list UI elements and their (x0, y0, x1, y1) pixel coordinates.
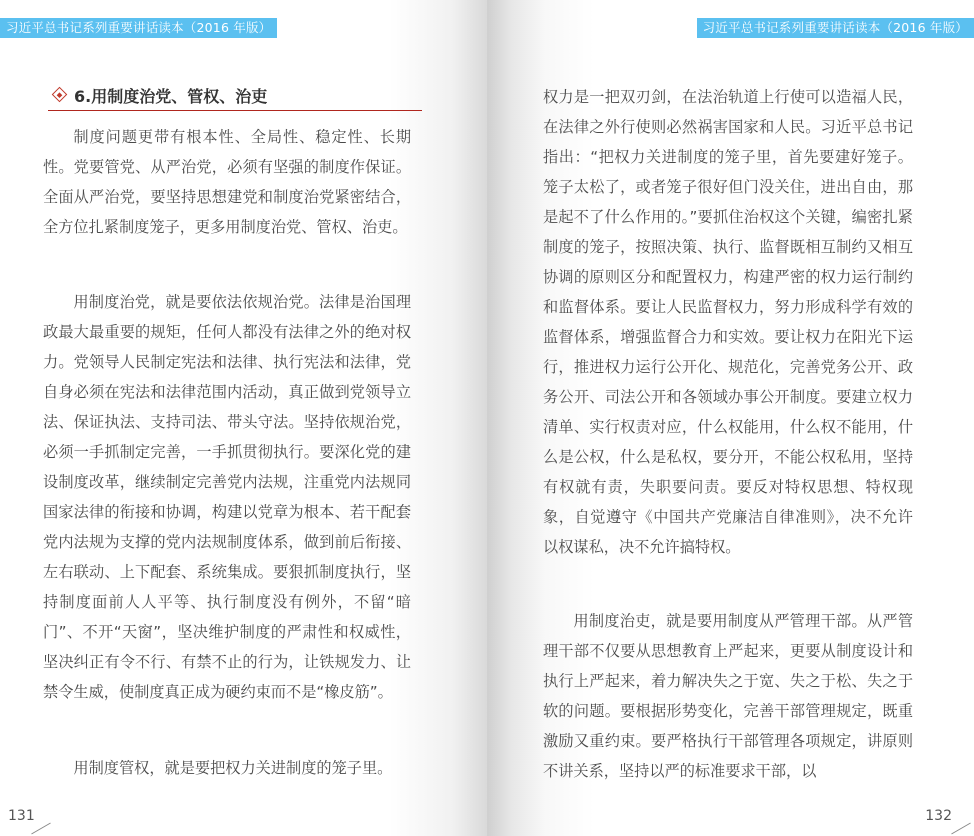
page-corner-line (31, 823, 51, 835)
body-paragraph (543, 82, 913, 562)
page-number-left: 131 (8, 808, 35, 824)
paragraph-text: 用制度治党，就是要依法依规治党。法律是治国理政最大最重要的规矩，任何人都没有法律之外的绝对权力。党领导人民制定宪法和法律、执行宪法和法律，党自身必须在宪法和法律范围内活动，真正做到党领导立法、保证执法、支持司法、带头守法。坚持依规治党，必须一手抓制定完善，一手抓贯彻执行。要深化党的建设制度改革，继续制定完善党内法规，注重党内法规同国家法律的衔接和协调，构建以党章为根本、若干配套党内法规为支撑的党内法规制度体系，做到前后衔接、左右联动、上下配套、系统集成。要狠抓制度执行，坚持制度面前人人平等、执行制度没有例外，不留“暗门”、不开“天窗”，坚决维护制度的严肃性和权威性，坚决纠正有令不行、有禁不止的行为，让铁规发力、让禁令生威，使制度真正成为硬约束而不是“橡皮筋”。 (43, 293, 411, 701)
body-paragraph (43, 122, 411, 242)
paragraph-text: 用制度管权，就是要把权力关进制度的笼子里。 (73, 759, 393, 777)
right-page (487, 0, 974, 836)
running-header-right: 习近平总书记系列重要讲话读本（2016 年版） (697, 18, 974, 38)
page-number-right: 132 (925, 808, 952, 824)
running-header-left: 习近平总书记系列重要讲话读本（2016 年版） (0, 18, 277, 38)
body-paragraph (543, 606, 913, 786)
body-paragraph (43, 753, 411, 783)
paragraph-text: 权力是一把双刃剑，在法治轨道上行使可以造福人民，在法律之外行使则必然祸害国家和人民。习近平总书记指出：“把权力关进制度的笼子里，首先要建好笼子。笼子太松了，或者笼子很好但门没关住，进出自由，那是起不了什么作用的。”要抓住治权这个关键，编密扎紧制度的笼子，按照决策、执行、监督既相互制约又相互协调的原则区分和配置权力，构建严密的权力运行制约和监督体系。要让人民监督权力，努力形成科学有效的监督体系，增强监督合力和实效。要让权力在阳光下运行，推进权力运行公开化、规范化，完善党务公开、政务公开、司法公开和各领域办事公开制度。要建立权力清单、实行权责对应，什么权能用，什么权不能用，什么是公权，什么是私权，要分开，不能公权私用，坚持有权就有责，失职要问责。要反对特权思想、特权现象，自觉遵守《中国共产党廉洁自律准则》，决不允许以权谋私，决不允许搞特权。 (543, 88, 913, 556)
section-heading (48, 82, 422, 111)
diamond-bullet-icon (52, 87, 68, 103)
page-corner-line (951, 823, 971, 835)
paragraph-text: 用制度治吏，就是要用制度从严管理干部。从严管理干部不仅要从思想教育上严起来，更要从制度设计和执行上严起来，着力解决失之于宽、失之于松、失之于软的问题。要根据形势变化，完善干部管理规定，既重激励又重约束。要严格执行干部管理各项规定，讲原则不讲关系，坚持以严的标准要求干部，以 (543, 612, 913, 780)
section-title: 6.用制度治党、管权、治吏 (74, 87, 268, 106)
paragraph-text: 制度问题更带有根本性、全局性、稳定性、长期性。党要管党、从严治党，必须有坚强的制度作保证。全面从严治党，要坚持思想建党和制度治党紧密结合，全方位扎紧制度笼子，更多用制度治党、管权、治吏。 (43, 128, 411, 236)
body-paragraph (43, 287, 411, 707)
